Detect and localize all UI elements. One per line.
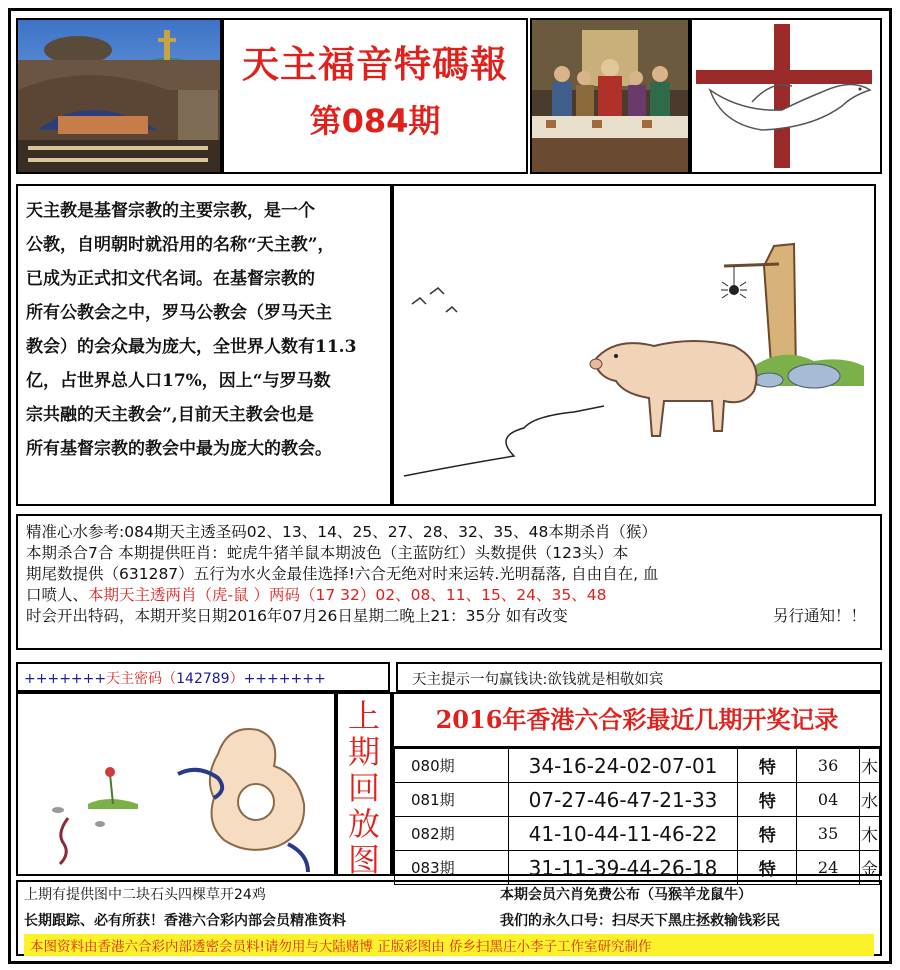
period-cell: 082期: [395, 817, 509, 851]
period-cell: 081期: [395, 783, 509, 817]
draw-results-table: [394, 748, 880, 885]
secret-code: 142789: [176, 671, 230, 687]
numbers-cell: 07-27-46-47-21-33: [508, 783, 738, 817]
numbers-cell: 31-11-39-44-26-18: [508, 851, 738, 885]
secret-code-bar: [16, 662, 390, 692]
code-plus-right: +++++++: [243, 671, 326, 687]
draw-results-title: 2016年香港六合彩最近几期开奖记录: [394, 694, 880, 748]
review-char: 期: [347, 733, 380, 771]
footer-slogan-left: 长期跟踪、必有所获！香港六合彩内部会员精准资料: [24, 913, 346, 929]
intro-text: [16, 184, 392, 506]
numbers-cell: 34-16-24-02-07-01: [508, 749, 738, 783]
te-cell: 特: [738, 851, 797, 885]
newspaper-title: 天主福音特碼報: [242, 43, 508, 86]
notice-line-3: 期尾数提供（631287）五行为水火金最佳选择!六合无绝对时来运转.光明磊落, 自由自在, 血: [26, 565, 659, 583]
code-close: ）: [229, 671, 244, 687]
table-row: [395, 749, 880, 783]
intro-line: 教会）的会众最为庞大，全世界人数有11.3: [26, 337, 357, 357]
intro-line: 公教，自明朝时就沿用的名称“天主教”，: [26, 235, 335, 255]
hint-bar: 天主提示一句赢钱诀:欲钱就是相敬如宾: [396, 662, 882, 692]
title-box: [222, 18, 528, 174]
intro-line: 天主教是基督宗教的主要宗教，是一个: [26, 201, 315, 221]
pig-cartoon-image: [392, 184, 876, 506]
review-char: 图: [347, 841, 380, 879]
footer: [16, 880, 882, 956]
intro-line: 已成为正式扣文代名词。在基督宗教的: [26, 269, 315, 289]
snail-cartoon-image: [16, 692, 336, 876]
last-supper-image: [530, 18, 690, 174]
te-cell: 特: [738, 783, 797, 817]
review-char: 回: [347, 769, 380, 807]
lottery-notice: [16, 514, 882, 650]
special-cell: 35: [797, 817, 860, 851]
draw-results-panel: [392, 692, 882, 880]
footer-slogan-right: 我们的永久口号：扫尽天下黑庄拯救输钱彩民: [500, 913, 780, 929]
intro-line: 所有基督宗教的教会中最为庞大的教会。: [26, 439, 332, 459]
special-cell: 36: [797, 749, 860, 783]
notice-line-5-left: 时会开出特码，本期开奖日期2016年07月26日星期二晚上21：35分 如有改变: [26, 607, 568, 625]
footer-disclaimer: 本图资料由香港六合彩内部透密会员料!请勿用与大陆赌博 正版彩图由 侨乡扫黑庄小李子工作室研究制作: [24, 934, 874, 956]
element-cell: 木: [860, 817, 880, 851]
last-issue-review-label: [336, 692, 392, 879]
review-char: 放: [347, 805, 380, 843]
element-cell: 金: [860, 851, 880, 885]
te-cell: 特: [738, 817, 797, 851]
intro-line: 宗共融的天主教会”,目前天主教会也是: [26, 405, 314, 425]
notice-line-4-red: 本期天主透两肖（虎-鼠 ）两码（17 32）02、08、11、15、24、35、48: [88, 586, 607, 604]
notice-line-5: [26, 606, 872, 627]
issue-number: 第084期: [309, 102, 441, 140]
notice-line-4-prefix: 口喷人、: [26, 586, 89, 604]
footer-hint-right: 本期会员六肖免费公布（马猴羊龙鼠牛）: [500, 887, 752, 903]
review-char: 上: [347, 697, 380, 735]
te-cell: 特: [738, 749, 797, 783]
code-label: 天主密码（: [106, 671, 177, 687]
intro-line: 亿，占世界总人口17%，因上“与罗马数: [26, 371, 331, 391]
period-cell: 080期: [395, 749, 509, 783]
cross-dove-image: [690, 18, 882, 174]
footer-hint-left: 上期有提供图中二块石头四棵草开24鸡: [24, 887, 266, 903]
notice-line-5-right: 另行通知！！: [772, 607, 866, 625]
numbers-cell: 41-10-44-11-46-22: [508, 817, 738, 851]
notice-line-4: [26, 585, 872, 606]
code-plus-left: +++++++: [24, 671, 107, 687]
element-cell: 水: [860, 783, 880, 817]
table-row: [395, 783, 880, 817]
intro-line: 所有公教会之中，罗马公教会（罗马天主: [26, 303, 332, 323]
special-cell: 24: [797, 851, 860, 885]
element-cell: 木: [860, 749, 880, 783]
notice-line-1: 精准心水参考:084期天主透圣码02、13、14、25、27、28、32、35、48本期杀肖（猴）: [26, 523, 657, 541]
table-row: [395, 817, 880, 851]
period-cell: 083期: [395, 851, 509, 885]
cathedral-image: [16, 18, 222, 174]
notice-line-2: 本期杀合7合 本期提供旺肖：蛇虎牛猪羊鼠本期波色（主蓝防红）头数提供（123头）本: [26, 544, 629, 562]
special-cell: 04: [797, 783, 860, 817]
